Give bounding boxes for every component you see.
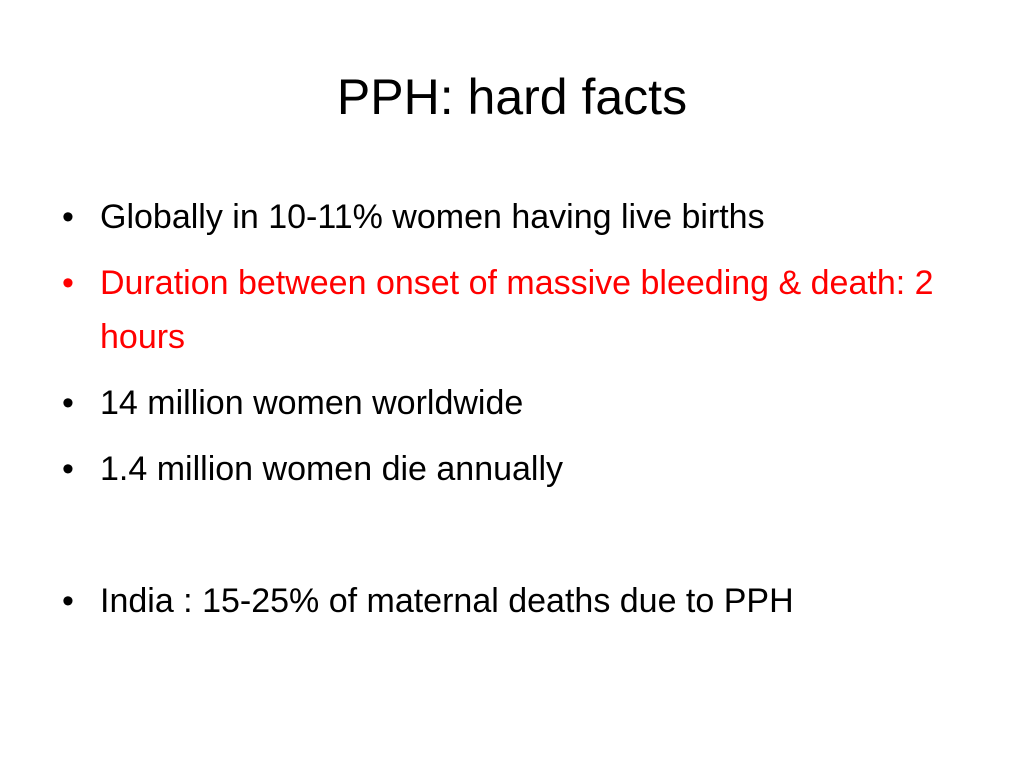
bullet-item-duration: [0, 256, 1024, 364]
slide-title: PPH: hard facts: [336, 69, 688, 125]
bullet-text: 1.4 million women die annually: [100, 450, 564, 488]
bullet-text: India : 15-25% of maternal deaths due to PPH: [100, 582, 794, 620]
bullet-spacer: [0, 508, 1024, 562]
bullet-dot-icon: •: [62, 582, 74, 620]
bullet-dot-icon: •: [62, 264, 74, 302]
bullet-list: [0, 190, 1024, 640]
bullet-dot-icon: •: [62, 384, 74, 422]
bullet-text: Globally in 10-11% women having live births: [100, 198, 765, 236]
bullet-item-global-rate: [0, 190, 1024, 244]
bullet-text: Duration between onset of massive bleeding & death: 2 hours: [100, 264, 934, 356]
bullet-item-worldwide: [0, 376, 1024, 430]
bullet-item-india: [0, 574, 1024, 628]
bullet-dot-icon: •: [62, 450, 74, 488]
bullet-item-annual-deaths: [0, 442, 1024, 496]
bullet-dot-icon: •: [62, 198, 74, 236]
bullet-text: 14 million women worldwide: [100, 384, 524, 422]
